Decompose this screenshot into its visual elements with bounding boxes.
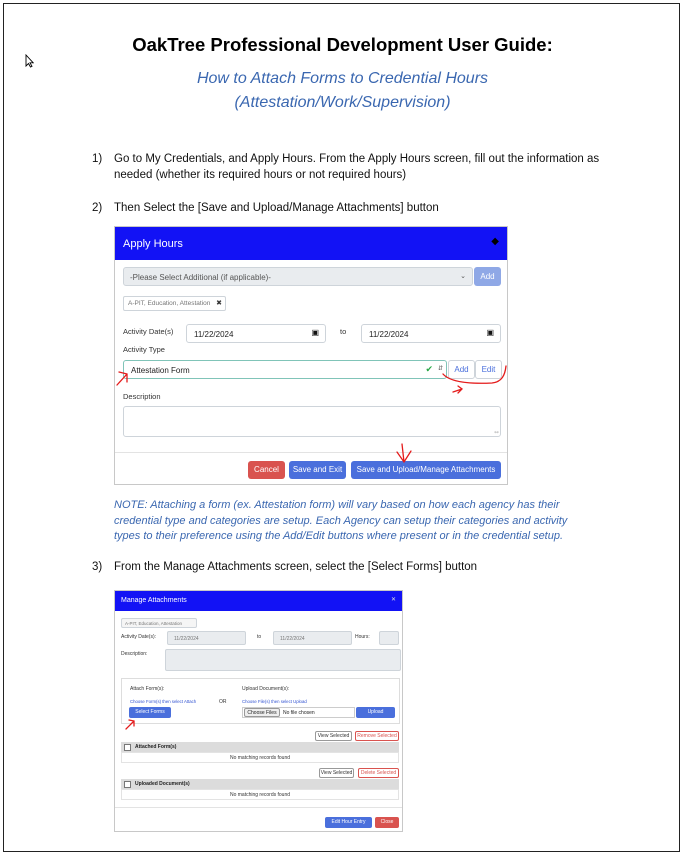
- close-icon[interactable]: ✕: [390, 597, 396, 603]
- hours-field: [379, 631, 399, 645]
- valid-check-icon: ✔: [425, 364, 433, 374]
- attach-section: [121, 678, 400, 724]
- upload-hint: Choose File(s) then select Upload: [242, 699, 307, 704]
- step-number: 2): [92, 202, 103, 214]
- sort-arrows-icon: ⇵: [437, 366, 443, 372]
- uploaded-documents-title: Uploaded Document(s): [135, 781, 190, 787]
- save-and-upload-button[interactable]: Save and Upload/Manage Attachments: [351, 461, 501, 479]
- view-selected-forms-button[interactable]: View Selected: [315, 731, 352, 741]
- note-line-3: types to their preference using the Add/Edit buttons where present or in the credential setup.: [114, 530, 564, 542]
- activity-dates-label: Activity Date(s): [123, 327, 174, 336]
- calendar-icon[interactable]: ▣: [311, 328, 319, 337]
- to-label: to: [340, 327, 347, 336]
- date-from-value: 11/22/2024: [174, 636, 199, 642]
- select-all-forms-checkbox[interactable]: [124, 744, 131, 751]
- description-field: [165, 649, 401, 671]
- apply-hours-dialog: [114, 226, 508, 485]
- activity-type-label: Activity Type: [123, 345, 165, 354]
- select-all-documents-checkbox[interactable]: [124, 781, 131, 788]
- dialog-header: [115, 227, 507, 260]
- to-label: to: [257, 634, 262, 640]
- note: [114, 498, 594, 545]
- uploaded-documents-header: [121, 779, 399, 789]
- remove-tag-icon[interactable]: ✖: [216, 300, 222, 307]
- choose-files-button[interactable]: Choose Files: [244, 708, 280, 717]
- dialog-title: Manage Attachments: [121, 597, 187, 604]
- date-to-value: 11/22/2024: [280, 636, 305, 642]
- or-label: OR: [219, 699, 227, 705]
- note-line-2: credential type and categories are setup. Each Agency can setup their categories and activity: [114, 514, 568, 527]
- add-additional-button[interactable]: Add: [474, 267, 501, 286]
- document-subtitle-line1: How to Attach Forms to Credential Hours: [196, 70, 489, 87]
- description-label: Description: [123, 392, 161, 401]
- attached-forms-header: [121, 742, 399, 752]
- step-text: Then Select the [Save and Upload/Manage Attachments] button: [114, 202, 439, 214]
- calendar-icon[interactable]: ▣: [486, 328, 494, 337]
- attached-forms-title: Attached Form(s): [135, 744, 177, 750]
- category-tag-label: A-PIT, Education, Attestation: [125, 621, 183, 626]
- step-text-continued: needed (whether its required hours or not required hours): [114, 169, 407, 181]
- date-from-value: 11/22/2024: [194, 330, 234, 339]
- dialog-header: [115, 591, 402, 611]
- step-text: Go to My Credentials, and Apply Hours. From the Apply Hours screen, fill out the information as: [114, 153, 600, 165]
- additional-select[interactable]: [123, 267, 473, 286]
- upload-button[interactable]: Upload: [356, 707, 395, 718]
- select-forms-button[interactable]: Select Forms: [129, 707, 171, 718]
- dialog-title: Apply Hours: [123, 238, 183, 250]
- attached-forms-empty-row: [121, 752, 399, 763]
- step-number: 3): [92, 561, 103, 573]
- date-to-field: [273, 631, 352, 645]
- hours-label: Hours:: [355, 634, 370, 640]
- uploaded-documents-empty-row: [121, 789, 399, 800]
- activity-type-select[interactable]: [123, 360, 447, 379]
- activity-type-edit-button[interactable]: Edit: [475, 360, 502, 379]
- category-tag: [121, 618, 197, 628]
- description-label: Description:: [121, 651, 148, 657]
- step-number: 1): [92, 153, 103, 165]
- attach-forms-label: Attach Form(s):: [130, 686, 165, 692]
- mouse-cursor-icon: [25, 54, 34, 68]
- collapse-icon[interactable]: ◆: [491, 236, 499, 247]
- resize-handle-icon[interactable]: ⇿: [493, 430, 499, 436]
- delete-selected-documents-button[interactable]: Delete Selected: [358, 768, 399, 778]
- step-text: From the Manage Attachments screen, select the [Select Forms] button: [114, 561, 478, 573]
- document-title: OakTree Professional Development User Guide:: [132, 34, 553, 55]
- remove-selected-forms-button[interactable]: Remove Selected: [355, 731, 399, 741]
- category-tag: [123, 296, 226, 311]
- date-to-input[interactable]: [361, 324, 501, 343]
- attach-hint: Choose Form(s) then select Attach: [130, 699, 197, 704]
- no-file-chosen: No file chosen: [283, 710, 315, 716]
- category-tag-label: A-PIT, Education, Attestation: [128, 300, 211, 307]
- cancel-button[interactable]: Cancel: [248, 461, 285, 479]
- save-and-exit-button[interactable]: Save and Exit: [289, 461, 346, 479]
- footer-divider: [115, 807, 402, 808]
- note-line-1: NOTE: Attaching a form (ex. Attestation form) will vary based on how each agency has their: [114, 499, 560, 511]
- date-to-value: 11/22/2024: [369, 330, 409, 339]
- activity-type-add-button[interactable]: Add: [448, 360, 475, 379]
- manage-attachments-dialog: [114, 590, 403, 832]
- chevron-down-icon: ⌄: [460, 273, 466, 280]
- footer-divider: [115, 452, 507, 453]
- no-records-message: No matching records found: [229, 755, 291, 761]
- additional-select-value: -Please Select Additional (if applicable)-: [130, 273, 271, 282]
- document-subtitle-line2: (Attestation/Work/Supervision): [234, 94, 451, 111]
- upload-documents-label: Upload Document(s):: [242, 686, 290, 692]
- file-input[interactable]: [242, 707, 355, 718]
- view-selected-documents-button[interactable]: View Selected: [320, 770, 353, 776]
- activity-type-value: Attestation Form: [131, 366, 190, 375]
- date-from-field: [167, 631, 246, 645]
- no-records-message: No matching records found: [229, 792, 291, 798]
- date-from-input[interactable]: [186, 324, 326, 343]
- description-textarea[interactable]: [123, 406, 501, 437]
- activity-dates-label: Activity Date(s):: [121, 634, 157, 640]
- close-button[interactable]: Close: [375, 817, 399, 828]
- edit-hour-entry-button[interactable]: Edit Hour Entry: [325, 817, 372, 828]
